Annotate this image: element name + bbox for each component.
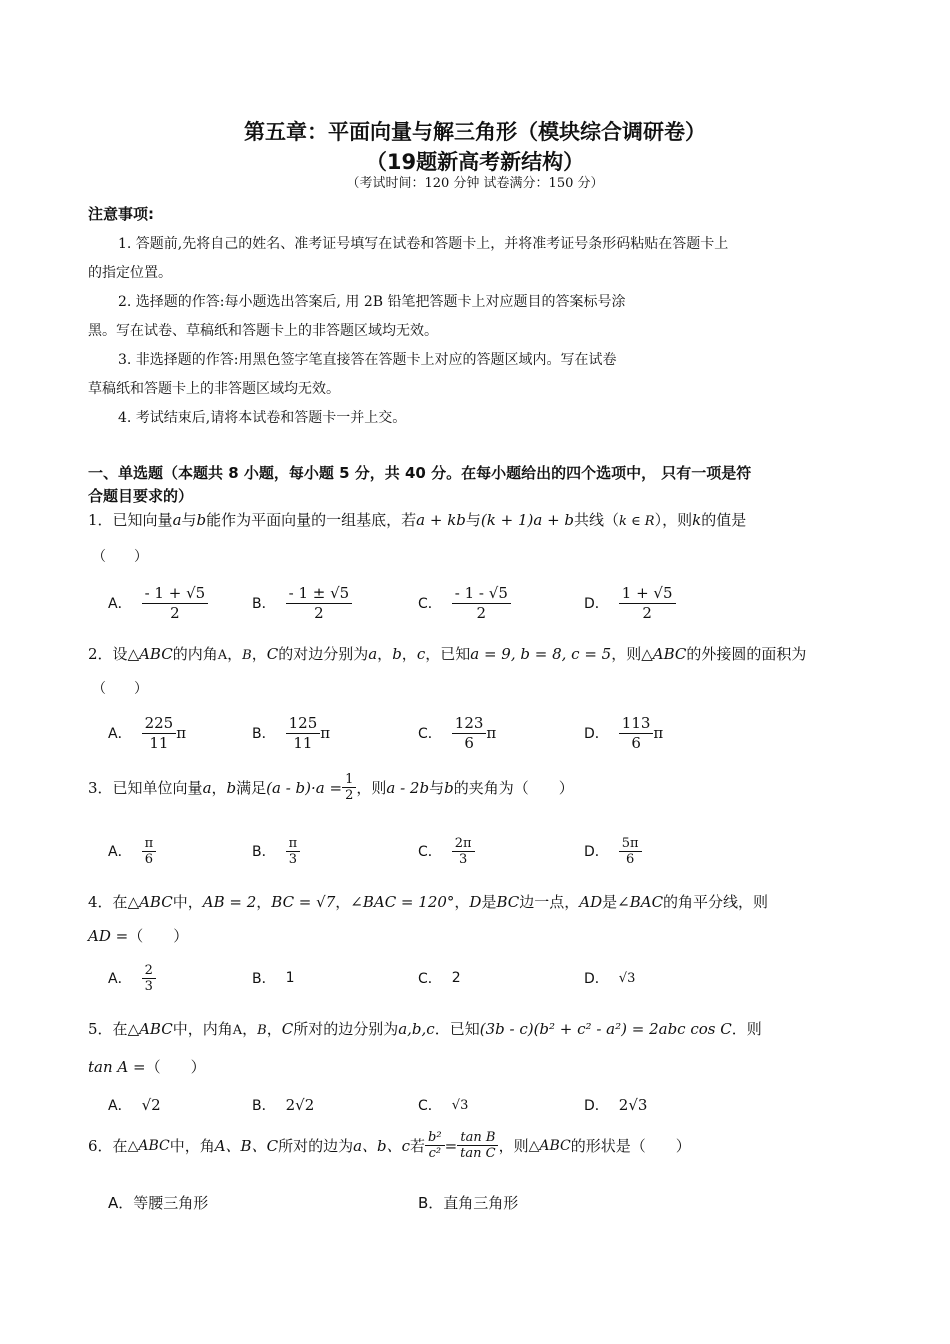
- q1-text: 能作为平面向量的一组基底，若: [206, 511, 417, 529]
- fraction: [619, 584, 676, 623]
- question-number: 2．: [88, 645, 113, 663]
- q3-text: 与: [429, 779, 445, 797]
- numerator: 2π: [452, 836, 475, 852]
- numerator: 225: [142, 714, 177, 734]
- q2-given: a = 9, b = 8, c = 5: [470, 645, 612, 663]
- q1-text: 共线（: [574, 511, 620, 529]
- q4-text: 中，: [172, 893, 203, 911]
- q3-options: [108, 828, 828, 874]
- denominator: 3: [459, 851, 468, 867]
- q1-text: 已知向量: [112, 511, 173, 529]
- q2-text: ，则: [611, 645, 642, 663]
- notice-line: 的指定位置。: [88, 265, 172, 281]
- q3-text: ，则: [356, 779, 387, 797]
- q2-sep: ，: [401, 645, 417, 663]
- fraction: [342, 772, 356, 803]
- option-d[interactable]: [584, 580, 676, 626]
- q3-vec-b: b: [226, 778, 237, 797]
- option-a[interactable]: [108, 828, 156, 874]
- notice-line: 草稿纸和答题卡上的非答题区域均无效。: [88, 381, 340, 397]
- q2-angle-b: B: [242, 648, 252, 663]
- q5-angle-b: B: [257, 1023, 267, 1038]
- q5-text: 在: [112, 1020, 128, 1038]
- option-a[interactable]: [108, 1192, 208, 1213]
- option-value: √2: [141, 1096, 161, 1114]
- option-label: D．: [584, 1098, 609, 1114]
- option-label: A．: [108, 844, 132, 860]
- section-heading: 一、单选题（本题共 8 小题，每小题 5 分，共 40 分。在每小题给出的四个选项中， 只有一项是符: [88, 464, 752, 482]
- q1-vec-b: b: [196, 511, 207, 529]
- option-b[interactable]: [418, 1192, 518, 1213]
- option-label: B．: [418, 1194, 444, 1212]
- fraction: [286, 714, 321, 753]
- numerator: tan B: [457, 1130, 498, 1146]
- q2-side-a: a: [368, 645, 378, 663]
- fraction: [619, 836, 642, 867]
- option-b[interactable]: [252, 1082, 314, 1128]
- fraction: [425, 1130, 445, 1161]
- q5-text: ．已知: [434, 1020, 480, 1038]
- q2-angle-c: C: [266, 645, 279, 663]
- answer-paren: （ ）: [128, 927, 189, 945]
- q4-text: 是: [602, 893, 618, 911]
- notice-line: 2. 选择题的作答:每小题选出答案后, 用 2B 铅笔把答题卡上对应题目的答案标号涂: [118, 294, 626, 310]
- denominator: 2: [345, 788, 354, 803]
- option-d[interactable]: [584, 955, 635, 1001]
- option-label: A．: [108, 971, 132, 987]
- q5-angle-a: A: [232, 1023, 243, 1038]
- q4-ab: AB = 2: [202, 893, 257, 911]
- q4-text: 是: [481, 893, 497, 911]
- numerator: 125: [286, 714, 321, 734]
- option-c[interactable]: [418, 580, 511, 626]
- denominator: 2: [642, 603, 652, 622]
- numerator: π: [142, 836, 157, 852]
- q2-sep: ，: [227, 645, 243, 663]
- denominator: 2: [314, 603, 324, 622]
- option-c[interactable]: [418, 1082, 468, 1128]
- question-number: 1．: [88, 511, 113, 529]
- q4-point-d: D: [469, 893, 482, 911]
- question-number: 3．: [88, 779, 113, 797]
- fraction: [452, 836, 475, 867]
- q5-sides: a,b,c: [398, 1020, 435, 1038]
- notice-line: 4. 考试结束后,请将本试卷和答题卡一并上交。: [118, 410, 407, 426]
- q6-equals: =: [444, 1136, 458, 1155]
- pi-symbol: π: [486, 724, 497, 742]
- option-label: C．: [418, 726, 442, 742]
- question-2: [88, 643, 806, 664]
- denominator: tan C: [460, 1146, 496, 1161]
- question-4: [88, 891, 768, 912]
- question-number: 6．: [88, 1137, 113, 1155]
- q2-sep: ，: [377, 645, 393, 663]
- pi-symbol: π: [176, 724, 187, 742]
- q5-triangle: △ABC: [127, 1020, 173, 1038]
- numerator: - 1 + √5: [142, 584, 209, 604]
- q5-ask: tan A =: [88, 1058, 146, 1076]
- option-label: B．: [252, 844, 276, 860]
- q5-angle-c: C: [281, 1020, 294, 1038]
- numerator: - 1 ± √5: [286, 584, 353, 604]
- denominator: 6: [144, 851, 153, 867]
- fraction: [286, 836, 301, 867]
- numerator: π: [286, 836, 301, 852]
- option-label: D．: [584, 726, 609, 742]
- numerator: 1: [342, 772, 356, 788]
- numerator: - 1 - √5: [452, 584, 511, 604]
- option-b[interactable]: [252, 710, 330, 756]
- option-d[interactable]: [584, 828, 642, 874]
- answer-paren: （ ）: [145, 1058, 206, 1076]
- q1-k: k: [692, 511, 702, 529]
- q6-angles: A、B、C: [214, 1137, 279, 1155]
- fraction: [457, 1130, 498, 1161]
- q3-vec-b: b: [444, 778, 454, 797]
- q6-triangle: △ABC: [127, 1137, 170, 1154]
- q4-text: 在: [112, 893, 128, 911]
- pi-symbol: π: [653, 724, 664, 742]
- option-value: 2√2: [285, 1096, 315, 1114]
- q6-text: 的形状是（ ）: [570, 1137, 691, 1155]
- q4-text: 边一点，: [519, 893, 580, 911]
- q6-triangle: △ABC: [528, 1137, 571, 1154]
- q4-sep: ，: [256, 893, 272, 911]
- q3-text: 已知单位向量: [112, 779, 203, 797]
- q6-text: 在: [112, 1137, 128, 1155]
- fraction: [452, 584, 511, 623]
- q2-angle-a: A: [217, 648, 228, 663]
- option-label: A．: [108, 726, 132, 742]
- option-c[interactable]: [418, 955, 461, 1001]
- q5-sep: ，: [266, 1020, 282, 1038]
- option-b[interactable]: [252, 955, 295, 1001]
- q4-options: [108, 955, 828, 1001]
- q1-text: ），则: [654, 511, 693, 529]
- q4-text: 的角平分线，则: [663, 893, 769, 911]
- q5-given: (3b - c)(b² + c² - a²) = 2abc cos C: [479, 1020, 732, 1038]
- option-a[interactable]: [108, 580, 208, 626]
- denominator: 2: [476, 603, 487, 622]
- q5-text: 中，内角: [172, 1020, 233, 1038]
- q2-text: 的对边分别为: [278, 645, 369, 663]
- option-d[interactable]: [584, 710, 663, 756]
- option-label: B．: [252, 726, 276, 742]
- numerator: b²: [425, 1130, 445, 1146]
- option-label: C．: [418, 971, 442, 987]
- notice-line: 黑。写在试卷、草稿纸和答题卡上的非答题区域均无效。: [88, 323, 438, 339]
- q2-text: ，已知: [425, 645, 471, 663]
- notice-line: 1. 答题前,先将自己的姓名、准考证号填写在试卷和答题卡上，并将准考证号条形码粘贴在答题卡上: [118, 236, 729, 252]
- denominator: 6: [464, 733, 474, 752]
- question-1: [88, 509, 746, 530]
- q2-text: 设: [112, 645, 128, 663]
- q3-text: 的夹角为（ ）: [453, 779, 574, 797]
- option-label: A．: [108, 596, 132, 612]
- numerator: 113: [619, 714, 654, 734]
- q4-ad: AD: [579, 893, 603, 911]
- denominator: 11: [149, 733, 169, 752]
- q2-text: 的外接圆的面积为: [686, 645, 807, 663]
- option-value: 2√3: [618, 1096, 648, 1114]
- q4-triangle: △ABC: [127, 893, 173, 911]
- option-a[interactable]: [108, 955, 156, 1001]
- q2-text: 的内角: [172, 645, 218, 663]
- question-5: [88, 1018, 762, 1039]
- q2-triangle: △ABC: [641, 645, 687, 663]
- denominator: 2: [170, 603, 180, 622]
- option-c[interactable]: [418, 828, 475, 874]
- question-number: 4．: [88, 893, 113, 911]
- q4-angle: ∠BAC: [617, 893, 664, 911]
- q3-expr: (a - b)·a =: [266, 778, 343, 797]
- option-b[interactable]: [252, 580, 352, 626]
- option-a[interactable]: [108, 1082, 161, 1128]
- q1-text: 与: [181, 511, 197, 529]
- q6-text: 中，角: [169, 1137, 215, 1155]
- option-label: B．: [252, 971, 276, 987]
- option-label: C．: [418, 844, 442, 860]
- q4-angle: ∠BAC = 120°: [350, 893, 455, 911]
- q2-side-c: c: [416, 645, 426, 663]
- q3-text: 满足: [236, 779, 267, 797]
- pi-symbol: π: [320, 724, 331, 742]
- q1-text: 的值是: [701, 511, 747, 529]
- answer-paren: （ ）: [92, 549, 148, 565]
- numerator: 5π: [619, 836, 642, 852]
- q5-options: [108, 1082, 828, 1128]
- question-3: [88, 772, 574, 803]
- fraction: [142, 714, 177, 753]
- option-value: 等腰三角形: [133, 1194, 209, 1212]
- denominator: 3: [144, 978, 153, 994]
- q5-text: 所对的边分别为: [293, 1020, 399, 1038]
- denominator: 6: [631, 733, 641, 752]
- numerator: 2: [142, 963, 156, 979]
- option-value: √3: [618, 970, 636, 986]
- fraction: [142, 963, 156, 994]
- option-value: 1: [285, 970, 295, 986]
- fraction: [286, 584, 353, 623]
- q1-cond: k ∈ R: [619, 514, 655, 529]
- exam-subtitle: （19题新高考新结构）: [365, 150, 585, 174]
- option-value: 直角三角形: [443, 1194, 519, 1212]
- answer-paren: （ ）: [92, 681, 148, 697]
- fraction: [452, 714, 487, 753]
- option-label: C．: [418, 1098, 442, 1114]
- q1-text: 与: [465, 511, 481, 529]
- fraction: [619, 714, 654, 753]
- q5-text: ．则: [731, 1020, 762, 1038]
- numerator: 123: [452, 714, 487, 734]
- q2-sep: ，: [251, 645, 267, 663]
- option-label: A．: [108, 1098, 132, 1114]
- q3-vec-a: a: [202, 778, 212, 797]
- section-heading-cont: 合题目要求的）: [88, 487, 194, 505]
- q5-sep: ，: [242, 1020, 258, 1038]
- q4-bc: BC = √7: [271, 893, 336, 911]
- option-b[interactable]: [252, 828, 300, 874]
- q4-bc-seg: BC: [496, 893, 520, 911]
- denominator: 3: [288, 851, 298, 867]
- option-c[interactable]: [418, 710, 496, 756]
- q3-sep: ，: [211, 779, 227, 797]
- q6-text: ，则: [498, 1137, 529, 1155]
- fraction: [142, 584, 209, 623]
- option-label: B．: [252, 596, 276, 612]
- question-5-cont: [88, 1056, 206, 1077]
- option-a[interactable]: [108, 710, 186, 756]
- q4-text: ，: [454, 893, 470, 911]
- q1-expr: (k + 1)a + b: [480, 511, 575, 529]
- exam-meta: （考试时间：120 分钟 试卷满分：150 分）: [346, 176, 604, 191]
- numerator: 1 + √5: [619, 584, 676, 604]
- question-6: [88, 1130, 691, 1161]
- q3-expr: a - 2b: [386, 778, 430, 797]
- notice-line: 3. 非选择题的作答:用黑色签字笔直接答在答题卡上对应的答题区域内。写在试卷: [118, 352, 617, 368]
- q6-text: 所对的边为: [278, 1137, 354, 1155]
- q1-expr: a + kb: [416, 511, 466, 529]
- q2-options: [108, 710, 828, 756]
- option-label: C．: [418, 596, 442, 612]
- q6-sides: a、b、c: [353, 1137, 411, 1155]
- option-label: B．: [252, 1098, 276, 1114]
- q1-options: [108, 580, 828, 626]
- q1-vec-a: a: [172, 511, 182, 529]
- q6-text: 若: [410, 1137, 426, 1155]
- denominator: 6: [626, 851, 635, 867]
- option-value: 2: [451, 970, 461, 986]
- option-label: D．: [584, 844, 609, 860]
- notice-heading: 注意事项:: [88, 205, 154, 223]
- q4-ask: AD =: [88, 927, 129, 945]
- q2-triangle: △ABC: [127, 645, 173, 663]
- option-label: D．: [584, 596, 609, 612]
- denominator: c²: [428, 1146, 442, 1161]
- option-label: D．: [584, 971, 609, 987]
- option-value: √3: [451, 1097, 469, 1113]
- option-d[interactable]: [584, 1082, 647, 1128]
- option-label: A．: [108, 1194, 134, 1212]
- question-number: 5．: [88, 1020, 113, 1038]
- q4-sep: ，: [335, 893, 351, 911]
- q2-side-b: b: [392, 645, 402, 663]
- fraction: [142, 836, 157, 867]
- exam-title: 第五章：平面向量与解三角形（模块综合调研卷）: [244, 120, 706, 144]
- denominator: 11: [293, 733, 313, 752]
- question-4-cont: [88, 925, 188, 946]
